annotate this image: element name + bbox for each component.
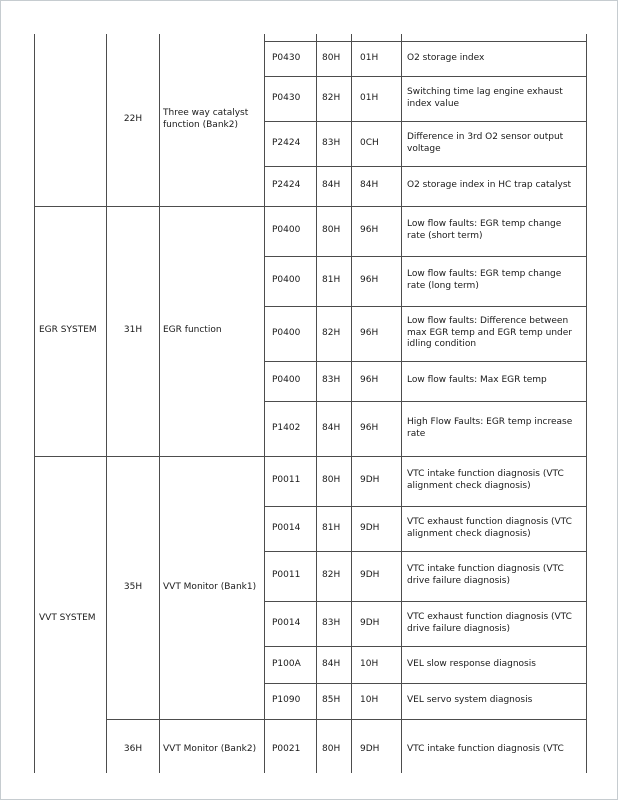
byte-cell: 80H xyxy=(317,456,352,506)
value-cell: 96H xyxy=(352,206,402,256)
dtc-cell: P2424 xyxy=(265,166,317,206)
desc-cell: VTC intake function diagnosis (VTC xyxy=(402,719,587,773)
group-function-cell: VVT Monitor (Bank1) xyxy=(160,456,265,719)
dtc-table xyxy=(34,34,587,773)
dtc-cell: P0021 xyxy=(265,719,317,773)
system-cell: VVT SYSTEM xyxy=(35,456,107,773)
byte-cell: 84H xyxy=(317,646,352,683)
desc-cell: VTC exhaust function diagnosis (VTC drive failure diagnosis) xyxy=(402,601,587,646)
table-row xyxy=(35,719,587,773)
byte-cell: 81H xyxy=(317,506,352,551)
dtc-cell: P0400 xyxy=(265,306,317,361)
value-cell: 96H xyxy=(352,361,402,401)
byte-cell: 84H xyxy=(317,166,352,206)
byte-cell: 82H xyxy=(317,306,352,361)
value-cell: 10H xyxy=(352,646,402,683)
value-cell: 9DH xyxy=(352,456,402,506)
desc-cell: Switching time lag engine exhaust index value xyxy=(402,76,587,121)
dtc-cell: P0400 xyxy=(265,206,317,256)
table-row xyxy=(35,34,587,41)
byte-cell: 82H xyxy=(317,551,352,601)
dtc-cell: P0014 xyxy=(265,601,317,646)
desc-cell: Low flow faults: EGR temp change rate (short term) xyxy=(402,206,587,256)
value-cell: 84H xyxy=(352,166,402,206)
group-id-cell: 31H xyxy=(107,206,160,456)
desc-cell: O2 storage index xyxy=(402,41,587,76)
value-cell: 96H xyxy=(352,401,402,456)
value-cell: 96H xyxy=(352,256,402,306)
system-cell xyxy=(35,34,107,206)
desc-cell: VEL servo system diagnosis xyxy=(402,683,587,719)
dtc-cell: P0430 xyxy=(265,41,317,76)
table-region xyxy=(34,34,588,773)
dtc-cell: P1402 xyxy=(265,401,317,456)
group-function-cell: Three way catalyst function (Bank2) xyxy=(160,34,265,206)
byte-cell: 81H xyxy=(317,256,352,306)
dtc-cell: P0430 xyxy=(265,76,317,121)
dtc-cell: P2424 xyxy=(265,121,317,166)
dtc-cell: P0014 xyxy=(265,506,317,551)
dtc-cell: P0011 xyxy=(265,551,317,601)
byte-cell: 82H xyxy=(317,76,352,121)
group-function-cell: VVT Monitor (Bank2) xyxy=(160,719,265,773)
dtc-cell: P1090 xyxy=(265,683,317,719)
desc-cell: VTC exhaust function diagnosis (VTC alignment check diagnosis) xyxy=(402,506,587,551)
value-cell: 9DH xyxy=(352,551,402,601)
desc-cell xyxy=(402,34,587,41)
group-id-cell: 36H xyxy=(107,719,160,773)
table-row xyxy=(35,206,587,256)
system-cell: EGR SYSTEM xyxy=(35,206,107,456)
dtc-cell: P0400 xyxy=(265,361,317,401)
desc-cell: Low flow faults: Max EGR temp xyxy=(402,361,587,401)
byte-cell: 80H xyxy=(317,719,352,773)
value-cell: 01H xyxy=(352,41,402,76)
byte-cell: 83H xyxy=(317,121,352,166)
desc-cell: High Flow Faults: EGR temp increase rate xyxy=(402,401,587,456)
value-cell: 9DH xyxy=(352,601,402,646)
value-cell xyxy=(352,34,402,41)
value-cell: 9DH xyxy=(352,719,402,773)
desc-cell: Low flow faults: EGR temp change rate (long term) xyxy=(402,256,587,306)
byte-cell: 83H xyxy=(317,601,352,646)
group-id-cell: 35H xyxy=(107,456,160,719)
byte-cell: 80H xyxy=(317,206,352,256)
byte-cell xyxy=(317,34,352,41)
dtc-cell: P0011 xyxy=(265,456,317,506)
desc-cell: VEL slow response diagnosis xyxy=(402,646,587,683)
value-cell: 9DH xyxy=(352,506,402,551)
byte-cell: 85H xyxy=(317,683,352,719)
byte-cell: 84H xyxy=(317,401,352,456)
desc-cell: O2 storage index in HC trap catalyst xyxy=(402,166,587,206)
desc-cell: Low flow faults: Difference between max EGR temp and EGR temp under idling condition xyxy=(402,306,587,361)
group-id-cell: 22H xyxy=(107,34,160,206)
table-row xyxy=(35,456,587,506)
dtc-cell: P100A xyxy=(265,646,317,683)
desc-cell: Difference in 3rd O2 sensor output voltage xyxy=(402,121,587,166)
value-cell: 01H xyxy=(352,76,402,121)
value-cell: 10H xyxy=(352,683,402,719)
value-cell: 96H xyxy=(352,306,402,361)
dtc-cell: P0400 xyxy=(265,256,317,306)
byte-cell: 83H xyxy=(317,361,352,401)
dtc-cell xyxy=(265,34,317,41)
desc-cell: VTC intake function diagnosis (VTC alignment check diagnosis) xyxy=(402,456,587,506)
byte-cell: 80H xyxy=(317,41,352,76)
desc-cell: VTC intake function diagnosis (VTC drive failure diagnosis) xyxy=(402,551,587,601)
group-function-cell: EGR function xyxy=(160,206,265,456)
value-cell: 0CH xyxy=(352,121,402,166)
